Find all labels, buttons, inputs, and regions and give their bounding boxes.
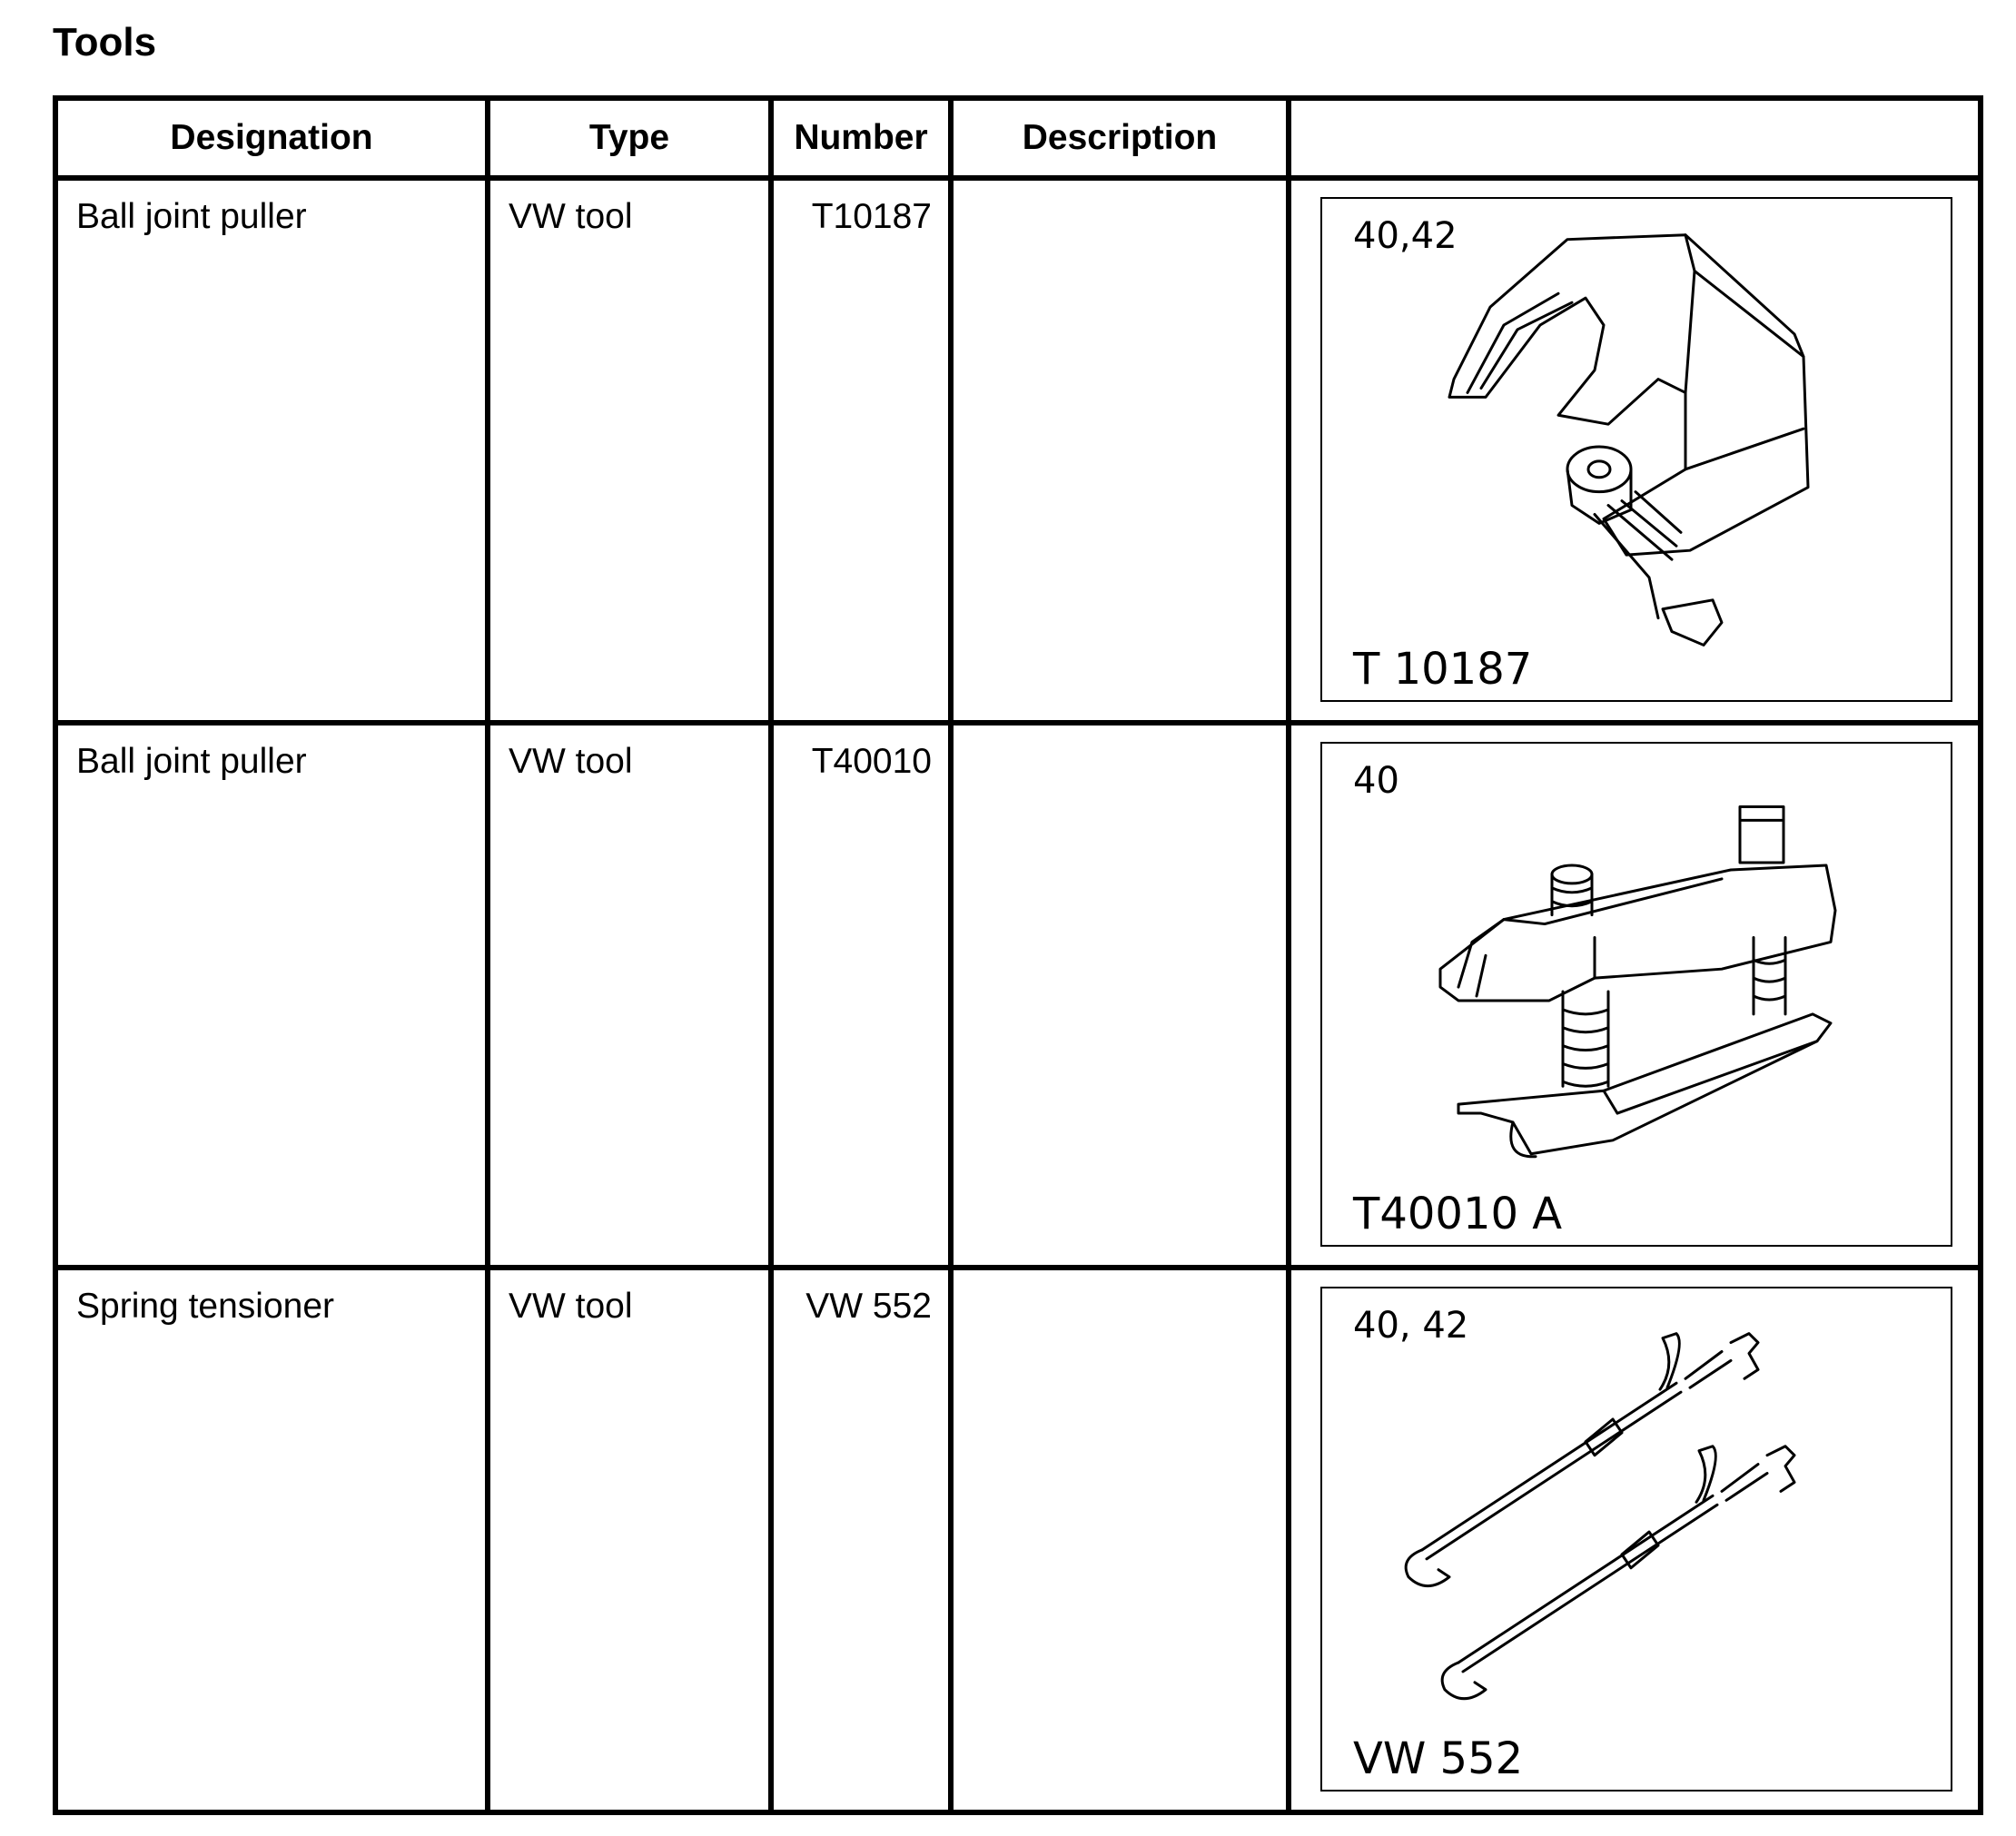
number-cell bbox=[771, 178, 951, 723]
type-cell bbox=[488, 1268, 771, 1812]
designation-text: Ball joint puller bbox=[76, 197, 307, 236]
ball-joint-puller-lever-icon bbox=[1322, 744, 1951, 1245]
table-row bbox=[55, 178, 1981, 723]
type-text: VW tool bbox=[509, 197, 633, 236]
designation-cell bbox=[55, 1268, 488, 1812]
header-description: Description bbox=[951, 98, 1289, 178]
figure-label: T 10187 bbox=[1353, 644, 1533, 695]
header-figure bbox=[1289, 98, 1981, 178]
designation-cell bbox=[55, 178, 488, 723]
type-text: VW tool bbox=[509, 742, 633, 781]
figure-label: T40010 A bbox=[1353, 1189, 1563, 1239]
type-text: VW tool bbox=[509, 1287, 633, 1326]
spring-tensioner-hooks-icon bbox=[1322, 1288, 1951, 1790]
description-cell bbox=[951, 723, 1289, 1268]
table-row bbox=[55, 723, 1981, 1268]
figure-code: 40, 42 bbox=[1353, 1305, 1469, 1347]
description-text bbox=[954, 181, 1286, 197]
designation-text: Ball joint puller bbox=[76, 742, 307, 781]
designation-text: Spring tensioner bbox=[76, 1287, 335, 1326]
header-number: Number bbox=[771, 98, 951, 178]
number-cell bbox=[771, 723, 951, 1268]
header-designation: Designation bbox=[55, 98, 488, 178]
designation-cell bbox=[55, 723, 488, 1268]
description-cell bbox=[951, 178, 1289, 723]
figure-label: VW 552 bbox=[1353, 1733, 1524, 1784]
tools-table bbox=[53, 95, 1983, 1815]
type-cell bbox=[488, 178, 771, 723]
figure-code: 40,42 bbox=[1353, 215, 1458, 257]
figure-cell bbox=[1289, 178, 1981, 723]
table-header-row bbox=[55, 98, 1981, 178]
table-row bbox=[55, 1268, 1981, 1812]
figure-code: 40 bbox=[1353, 760, 1399, 802]
type-cell bbox=[488, 723, 771, 1268]
number-text: T10187 bbox=[811, 197, 932, 236]
page-title: Tools bbox=[53, 20, 157, 64]
description-text bbox=[954, 1270, 1286, 1287]
description-cell bbox=[951, 1268, 1289, 1812]
tool-figure bbox=[1320, 197, 1952, 702]
figure-cell bbox=[1289, 723, 1981, 1268]
header-type: Type bbox=[488, 98, 771, 178]
number-text: T40010 bbox=[811, 742, 932, 781]
description-text bbox=[954, 726, 1286, 742]
tool-figure bbox=[1320, 742, 1952, 1247]
tool-figure bbox=[1320, 1287, 1952, 1792]
number-cell bbox=[771, 1268, 951, 1812]
number-text: VW 552 bbox=[805, 1287, 932, 1326]
ball-joint-puller-c-clamp-icon bbox=[1322, 199, 1951, 700]
figure-cell bbox=[1289, 1268, 1981, 1812]
